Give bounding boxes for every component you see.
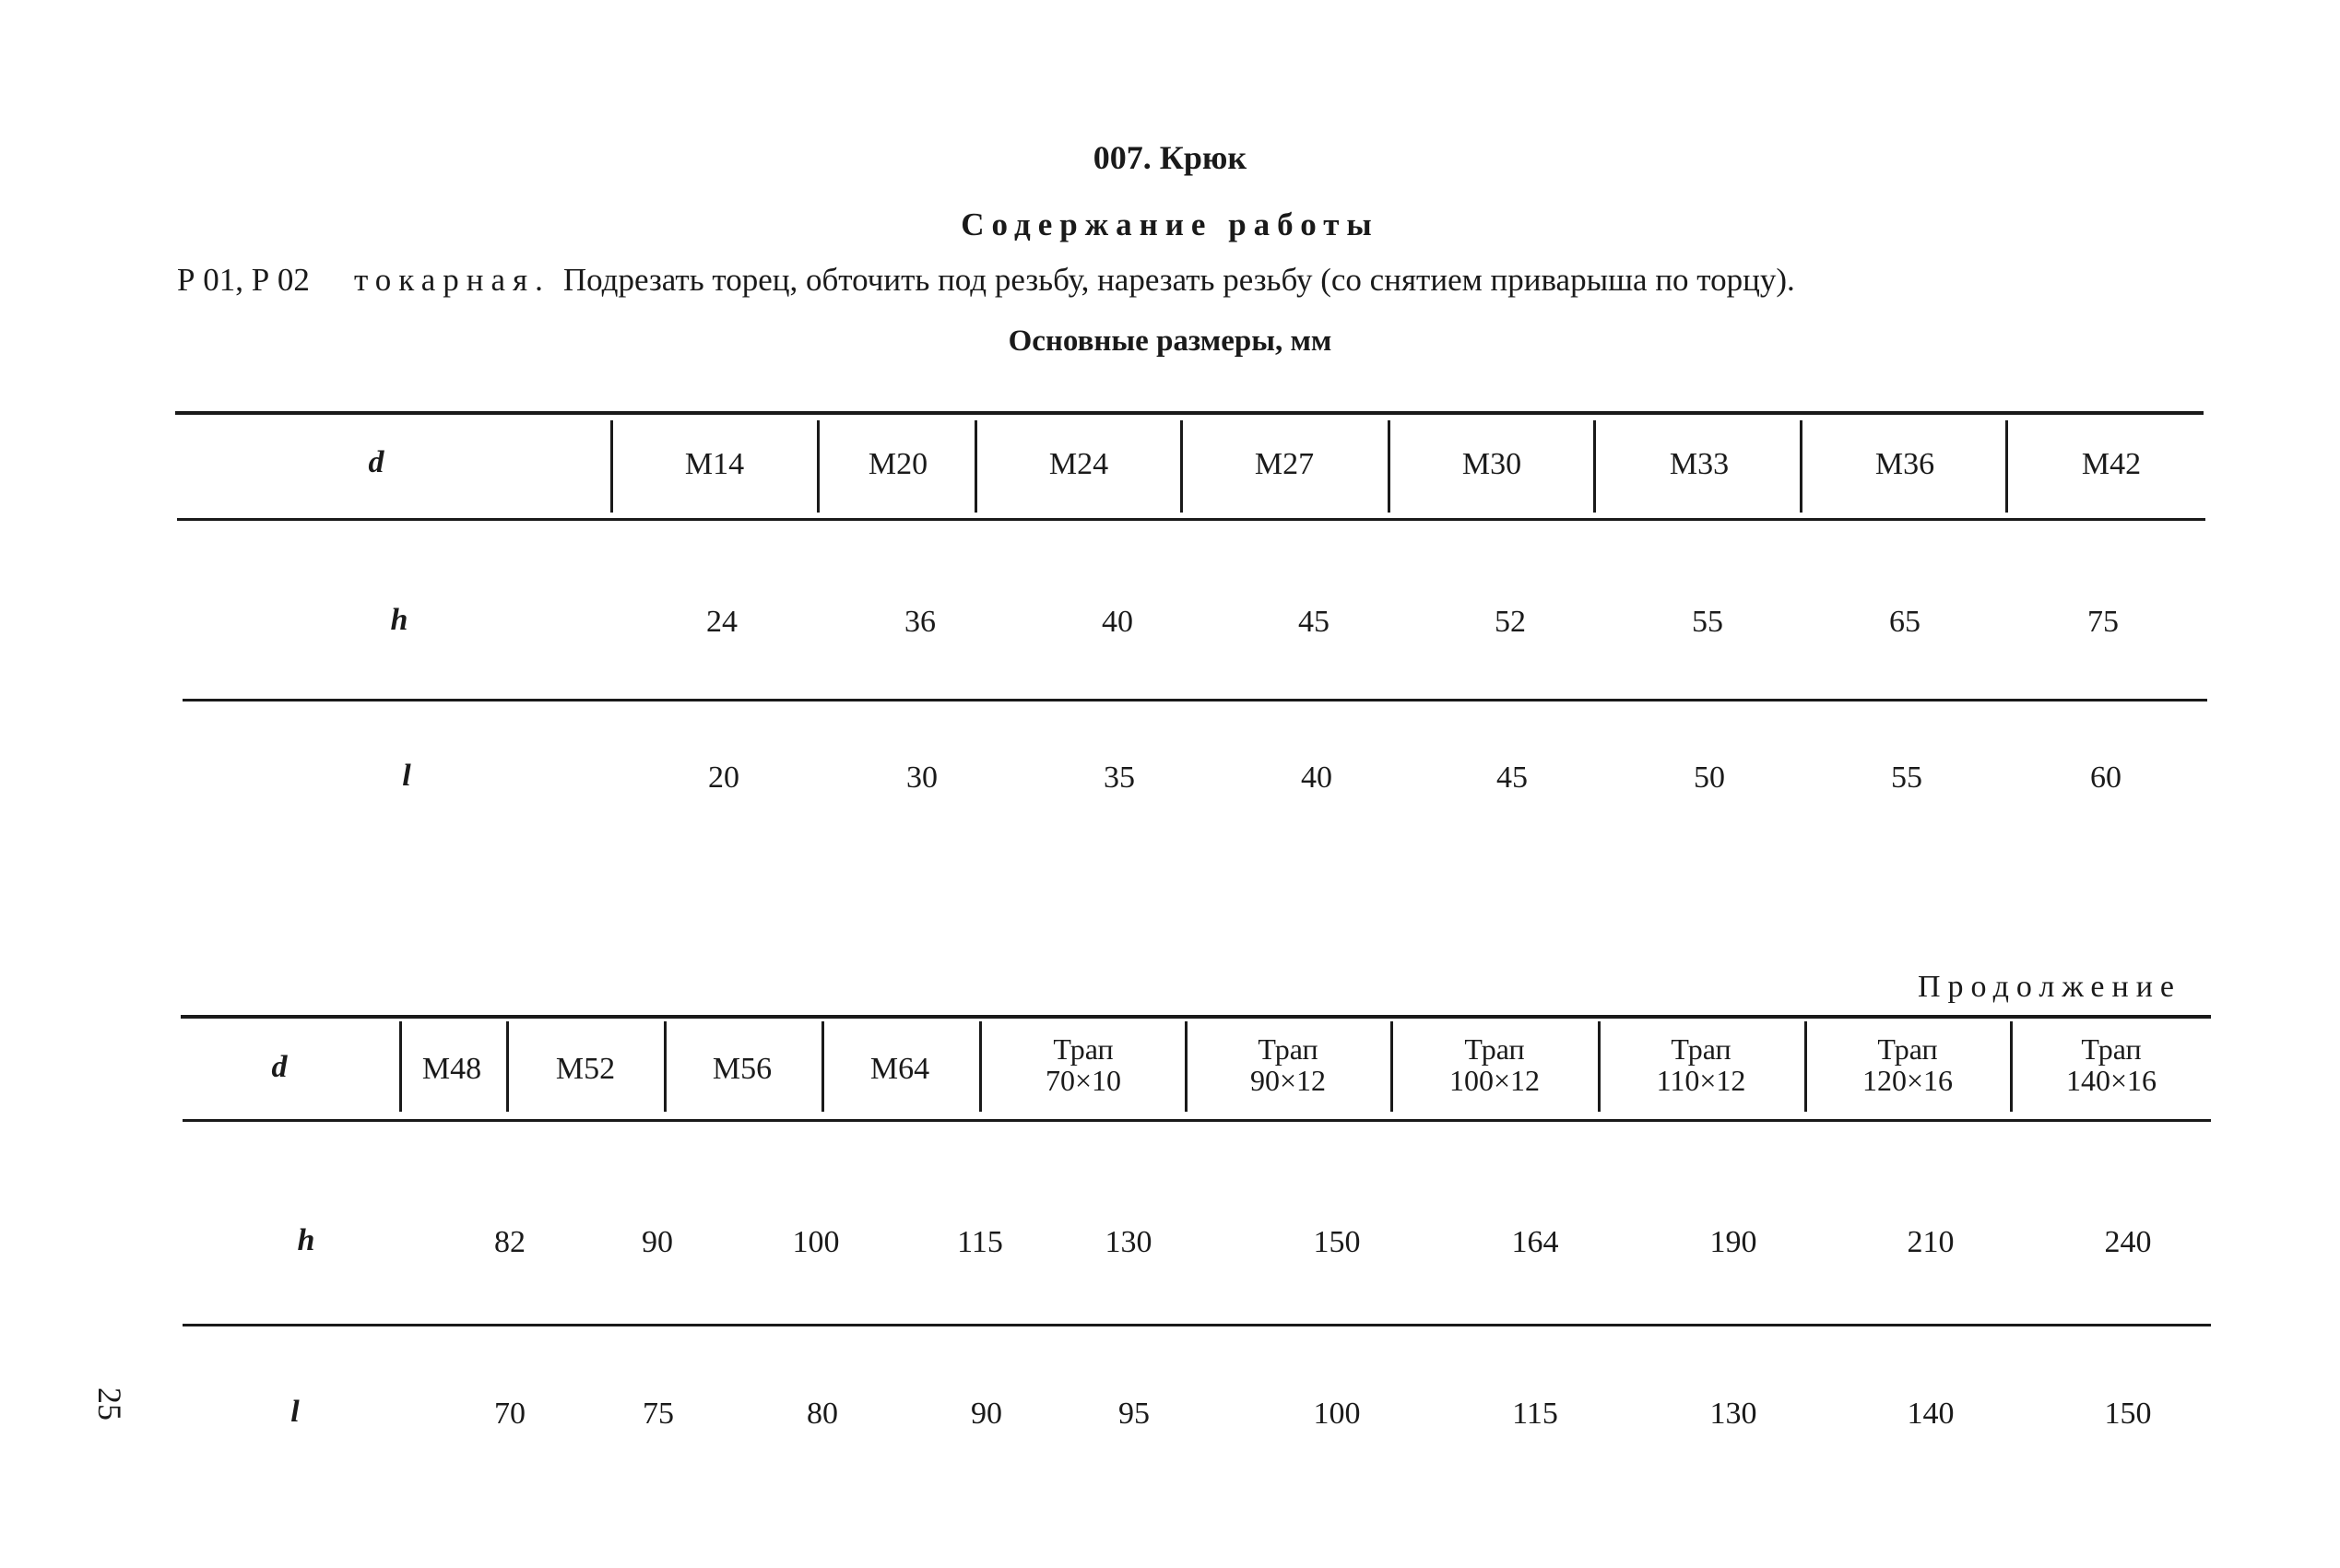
table1-l-cell: 40 xyxy=(1301,760,1332,795)
table2-l-cell: 115 xyxy=(1512,1397,1558,1431)
table1-l-cell: 50 xyxy=(1694,760,1725,795)
table2-d-cell-line1: Трап xyxy=(2081,1032,2142,1066)
table1-h-cell: 75 xyxy=(2087,605,2119,639)
table1-l-cell: 60 xyxy=(2090,760,2121,795)
table2-h-cell: 100 xyxy=(792,1225,840,1259)
table1-col-divider xyxy=(1593,420,1596,513)
table1-row-label-h: h xyxy=(390,603,408,637)
table1-d-cell: М36 xyxy=(1874,447,1935,481)
table2-h-cell: 240 xyxy=(2104,1225,2152,1259)
table2-l-cell: 80 xyxy=(807,1397,838,1431)
table2-h-cell: 82 xyxy=(494,1225,526,1259)
table2-d-cell: М64 xyxy=(869,1052,930,1086)
table1-col-divider xyxy=(1388,420,1390,513)
table2-col-divider xyxy=(821,1021,824,1112)
table1-d-cell: М33 xyxy=(1669,447,1730,481)
table1-row-label-l: l xyxy=(402,759,411,793)
table1-d-cell: М30 xyxy=(1461,447,1522,481)
table2-d-cell-line2: 110×12 xyxy=(1656,1063,1746,1097)
table2-h-cell: 150 xyxy=(1313,1225,1361,1259)
table2-header-rule xyxy=(183,1119,2211,1122)
operation-name: токарная. xyxy=(353,262,550,298)
table1-l-cell: 35 xyxy=(1104,760,1135,795)
dimensions-heading: Основные размеры, мм xyxy=(1008,324,1332,358)
table2-h-cell: 164 xyxy=(1511,1225,1559,1259)
table1-l-cell: 55 xyxy=(1891,760,1922,795)
table1-l-cell: 30 xyxy=(906,760,938,795)
table2-l-cell: 75 xyxy=(643,1397,674,1431)
table2-col-divider xyxy=(1390,1021,1393,1112)
table2-row-label-h: h xyxy=(297,1223,315,1257)
operation-code: Р 01, Р 02 xyxy=(177,262,310,298)
table2-d-cell-line2: 90×12 xyxy=(1249,1063,1327,1097)
table1-d-cell: М14 xyxy=(684,447,745,481)
table2-d-cell-line1: Трап xyxy=(1877,1032,1938,1066)
table1-h-cell: 40 xyxy=(1102,605,1133,639)
table2-d-cell: М48 xyxy=(421,1052,482,1086)
table2-row-rule xyxy=(183,1324,2211,1326)
table1-col-divider xyxy=(1800,420,1802,513)
table2-d-cell xyxy=(1046,1034,1121,1096)
table2-l-cell: 90 xyxy=(971,1397,1002,1431)
table1-d-cell: М20 xyxy=(868,447,928,481)
table2-col-divider xyxy=(1804,1021,1807,1112)
table1-d-cell: М27 xyxy=(1254,447,1315,481)
table2-l-cell: 150 xyxy=(2104,1397,2152,1431)
table2-d-cell-line2: 120×16 xyxy=(1861,1063,1954,1097)
table1-col-divider xyxy=(610,420,613,513)
table2-col-divider xyxy=(664,1021,667,1112)
table2-d-cell-line1: Трап xyxy=(1671,1032,1731,1066)
table2-d-cell: М56 xyxy=(712,1052,773,1086)
table2-d-cell xyxy=(1862,1034,1953,1096)
continuation-label: Продолжение xyxy=(1918,970,2182,1004)
table2-l-cell: 100 xyxy=(1313,1397,1361,1431)
table1-d-cell: М24 xyxy=(1048,447,1109,481)
table1-l-cell: 20 xyxy=(708,760,739,795)
table2-d-cell xyxy=(2066,1034,2157,1096)
table1-h-cell: 52 xyxy=(1495,605,1526,639)
table2-d-cell-line1: Трап xyxy=(1258,1032,1318,1066)
table2-l-cell: 95 xyxy=(1118,1397,1150,1431)
table1-row-label-d: d xyxy=(368,445,384,479)
table2-col-divider xyxy=(2010,1021,2013,1112)
table2-h-cell: 115 xyxy=(957,1225,1003,1259)
table2-col-divider xyxy=(399,1021,402,1112)
table2-top-rule xyxy=(181,1015,2211,1019)
table1-h-cell: 55 xyxy=(1692,605,1723,639)
table2-row-label-d: d xyxy=(271,1050,288,1084)
table1-d-cell: М42 xyxy=(2081,447,2142,481)
table2-col-divider xyxy=(979,1021,982,1112)
table2-d-cell-line1: Трап xyxy=(1464,1032,1525,1066)
table2-l-cell: 130 xyxy=(1709,1397,1757,1431)
page-number: 25 xyxy=(91,1387,128,1421)
table1-h-cell: 65 xyxy=(1889,605,1920,639)
table2-d-cell xyxy=(1449,1034,1540,1096)
table1-col-divider xyxy=(1180,420,1183,513)
table2-l-cell: 70 xyxy=(494,1397,526,1431)
table2-d-cell-line2: 140×16 xyxy=(2065,1063,2157,1097)
table2-d-cell-line1: Трап xyxy=(1053,1032,1114,1066)
table1-header-rule xyxy=(177,518,2205,521)
table1-h-cell: 36 xyxy=(904,605,936,639)
table2-d-cell-line2: 100×12 xyxy=(1448,1063,1541,1097)
table2-d-cell: М52 xyxy=(555,1052,616,1086)
operation-line xyxy=(177,262,1795,299)
table1-h-cell: 45 xyxy=(1298,605,1330,639)
operation-text: Подрезать торец, обточить под резьбу, нарезать резьбу (со снятием приварыша по торцу). xyxy=(562,262,1795,298)
table1-col-divider xyxy=(975,420,977,513)
table2-col-divider xyxy=(1185,1021,1188,1112)
page-title: 007. Крюк xyxy=(1093,139,1247,176)
section-subtitle: Содержание работы xyxy=(961,206,1379,242)
table2-row-label-l: l xyxy=(290,1395,300,1429)
table2-l-cell: 140 xyxy=(1907,1397,1955,1431)
table2-col-divider xyxy=(506,1021,509,1112)
table2-h-cell: 90 xyxy=(642,1225,673,1259)
table1-col-divider xyxy=(2005,420,2008,513)
table2-d-cell xyxy=(1250,1034,1326,1096)
table2-col-divider xyxy=(1598,1021,1601,1112)
table1-top-rule xyxy=(175,411,2204,415)
table1-h-cell: 24 xyxy=(706,605,738,639)
table2-d-cell-line2: 70×10 xyxy=(1045,1063,1122,1097)
table1-col-divider xyxy=(817,420,820,513)
table1-row-rule xyxy=(183,699,2207,701)
table2-h-cell: 130 xyxy=(1105,1225,1152,1259)
table2-h-cell: 190 xyxy=(1709,1225,1757,1259)
table2-d-cell xyxy=(1657,1034,1746,1096)
table2-h-cell: 210 xyxy=(1907,1225,1955,1259)
table1-l-cell: 45 xyxy=(1496,760,1528,795)
